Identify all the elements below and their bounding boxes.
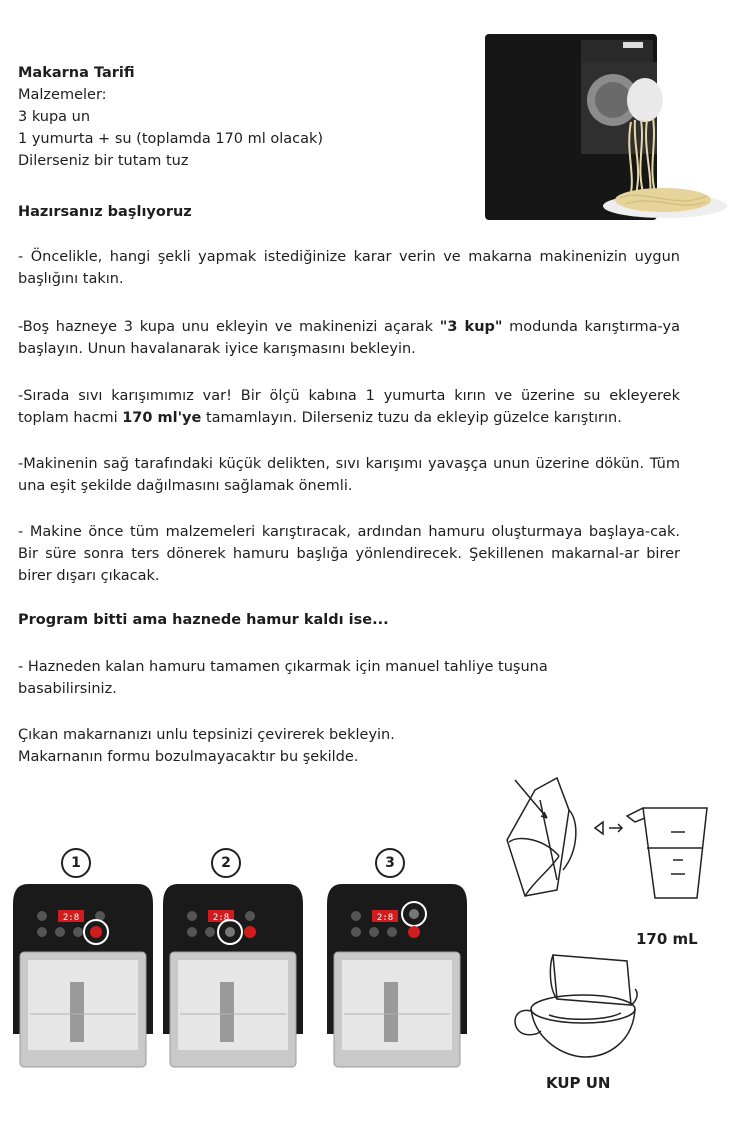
instruction-text: modunda karıştırma-ya başlayın. Unun havalanarak iyice karışmasını bekleyin. — [18, 319, 681, 357]
instruction-highlight: 170 ml'ye — [122, 410, 202, 426]
instruction-paragraph — [18, 385, 680, 429]
instruction-text: -Boş hazneye 3 kupa unu ekleyin ve makinenizi açarak — [18, 319, 440, 335]
machine-panel-illustration — [158, 884, 308, 1084]
instruction-highlight: "3 kup" — [439, 319, 503, 335]
instruction-text: tamamlayın. Dilerseniz tuzu da ekleyip güzelce karıştırın. — [201, 410, 622, 426]
flour-label: KUP UN — [546, 1074, 611, 1092]
recipe-title: Makarna Tarifi — [18, 65, 135, 81]
measure-label: 170 mL — [636, 930, 698, 948]
ingredient-item: Dilerseniz bir tutam tuz — [18, 153, 189, 169]
step-number: 3 — [375, 848, 405, 878]
measuring-cup-illustration — [495, 770, 720, 940]
section-heading-start: Hazırsanız başlıyoruz — [18, 204, 192, 220]
step-number: 1 — [61, 848, 91, 878]
recipe-header — [18, 62, 458, 172]
instruction-paragraph: - Öncelikle, hangi şekli yapmak istediğinize karar verin ve makarna makinenizin uygun başlığını takın. — [18, 249, 680, 287]
machine-panel-illustration — [322, 884, 472, 1084]
pasta-machine-photo — [485, 28, 730, 223]
section-heading-leftover: Program bitti ama haznede hamur kaldı ise... — [18, 612, 389, 628]
instruction-text: -Sırada sıvı karışımımız var! Bir ölçü kabına 1 yumurta kırın ve üzerine su ekleyerek toplam hacmi — [18, 388, 680, 426]
panel-display: 2:8 — [62, 913, 80, 923]
instruction-paragraph: - Makine önce tüm malzemeleri karıştıracak, ardından hamuru oluşturmaya başlaya-cak. Bir süre sonra ters dönerek hamuru başlığa yönlendirecek. Şekillenen makarnal-ar birer birer dışarı çıkacak. — [18, 524, 680, 584]
figure-step-3 — [322, 842, 472, 1082]
flour-scoop-illustration — [505, 945, 655, 1070]
panel-display: 2:8 — [376, 913, 394, 923]
panel-display: 2:8 — [212, 913, 230, 923]
ingredient-item: 1 yumurta + su (toplamda 170 ml olacak) — [18, 131, 324, 147]
ingredient-item: 3 kupa un — [18, 109, 91, 125]
machine-panel-illustration — [8, 884, 158, 1084]
ingredients-label: Malzemeler: — [18, 87, 107, 103]
figure-step-1 — [8, 842, 158, 1082]
instruction-paragraph: - Hazneden kalan hamuru tamamen çıkarmak için manuel tahliye tuşuna basabilirsiniz. — [18, 659, 548, 697]
instruction-paragraph: Çıkan makarnanızı unlu tepsinizi çevirerek bekleyin. — [18, 727, 395, 743]
instruction-paragraph: -Makinenin sağ tarafındaki küçük delikten, sıvı karışımı yavaşça unun üzerine dökün. Tüm una eşit şekilde dağılmasını sağlamak önemli. — [18, 456, 680, 494]
figure-step-2 — [158, 842, 308, 1082]
instruction-paragraph — [18, 316, 680, 360]
instruction-paragraph: Makarnanın formu bozulmayacaktır bu şekilde. — [18, 749, 359, 765]
step-number: 2 — [211, 848, 241, 878]
